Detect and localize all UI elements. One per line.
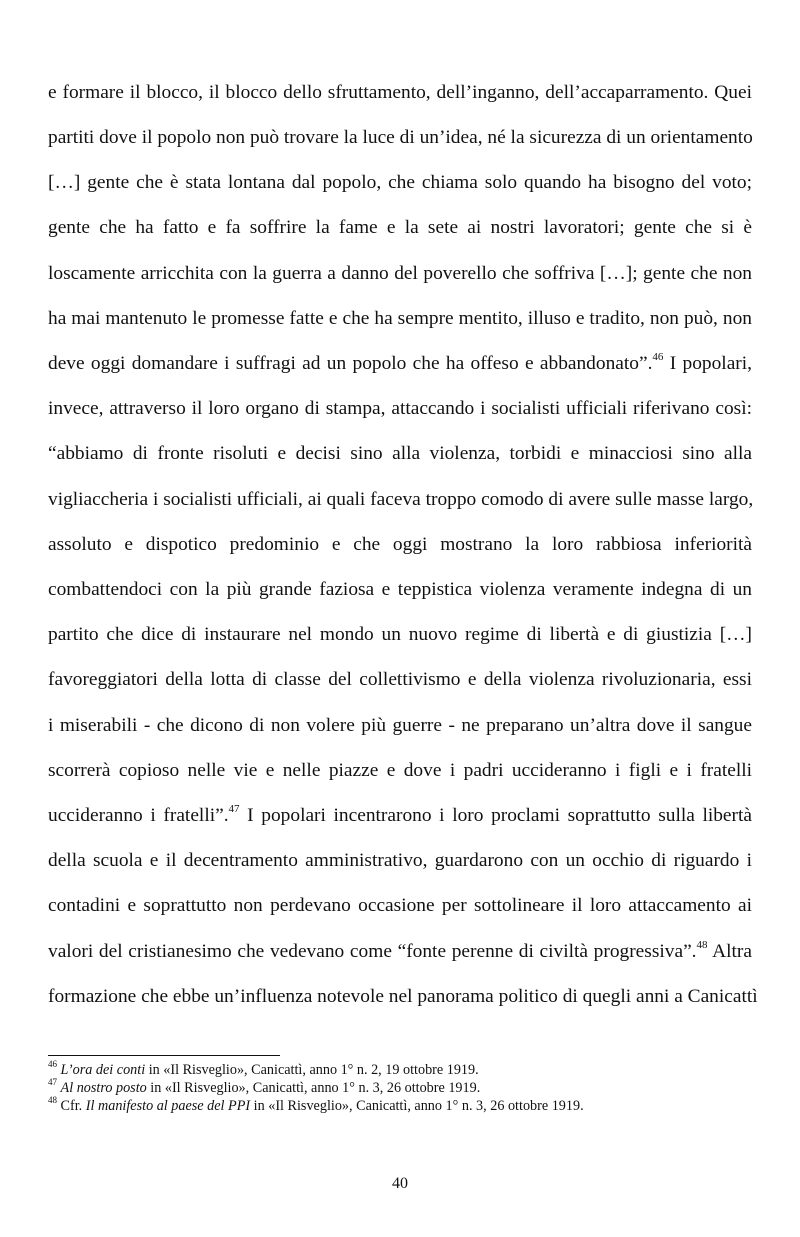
text-line: deve oggi domandare i suffragi ad un popolo che ha offeso e abbandonato”.$^{46}$ I popolari,	[48, 350, 752, 374]
footnote	[48, 1059, 752, 1079]
footnote-title: L’ora dei conti	[60, 1062, 146, 1078]
footnote	[48, 1077, 752, 1097]
text-line: favoreggiatori della lotta di classe del collettivismo e della violenza rivoluzionaria, essi	[48, 669, 752, 690]
footnote-text: in «Il Risveglio», Canicattì, anno 1° n. 2, 19 ottobre 1919.	[145, 1062, 479, 1078]
text-line: gente che ha fatto e fa soffrire la fame e la sete ai nostri lavoratori; gente che si è	[48, 217, 752, 238]
text-line: assoluto e dispotico predominio e che oggi mostrano la loro rabbiosa inferiorità	[48, 534, 752, 555]
footnote	[48, 1095, 752, 1115]
footnote-title: Al nostro posto	[60, 1080, 147, 1096]
text-line: “abbiamo di fronte risoluti e decisi sino alla violenza, torbidi e minacciosi sino alla	[48, 443, 752, 464]
text-line: ha mai mantenuto le promesse fatte e che ha sempre mentito, illuso e tradito, non può, non	[48, 308, 752, 329]
footnote-text: in «Il Risveglio», Canicattì, anno 1° n. 3, 26 ottobre 1919.	[250, 1098, 584, 1114]
text-line: e formare il blocco, il blocco dello sfruttamento, dell’inganno, dell’accaparramento. Quei	[48, 82, 752, 103]
footnote-number: 46	[48, 1059, 57, 1070]
footnote-prefix: Cfr.	[60, 1098, 86, 1114]
footnote-number: 48	[48, 1095, 57, 1106]
text-line: della scuola e il decentramento amministrativo, guardarono con un occhio di riguardo i	[48, 850, 752, 871]
footnote-ref[interactable]: 47	[228, 802, 240, 815]
text-line: invece, attraverso il loro organo di stampa, attaccando i socialisti ufficiali riferivano così:	[48, 398, 752, 419]
text-line: partito che dice di instaurare nel mondo un nuovo regime di libertà e di giustizia […]	[48, 624, 752, 645]
page-number: 40	[392, 1175, 408, 1192]
footnote-text: in «Il Risveglio», Canicattì, anno 1° n. 3, 26 ottobre 1919.	[146, 1080, 481, 1096]
text-line: partiti dove il popolo non può trovare la luce di un’idea, né la sicurezza di un orientamento	[48, 127, 753, 148]
text-line: i miserabili - che dicono di non volere più guerre - ne preparano un’altra dove il sangue	[48, 715, 752, 736]
text-line: scorrerà copioso nelle vie e nelle piazze e dove i padri uccideranno i figli e i fratelli	[48, 760, 752, 781]
footnote-ref[interactable]: 48	[696, 938, 708, 951]
text-line: loscamente arricchita con la guerra a danno del poverello che soffriva […]; gente che non	[48, 263, 752, 284]
footnote-separator	[48, 1055, 280, 1056]
footnote-number: 47	[48, 1077, 57, 1088]
text-line: valori del cristianesimo che vedevano come “fonte perenne di civiltà progressiva”.$^{48}$ Altra	[48, 938, 752, 962]
text-line: combattendoci con la più grande faziosa e teppistica violenza veramente indegna di un	[48, 579, 752, 600]
text-line: uccideranno i fratelli”.$^{47}$ I popolari incentrarono i loro proclami soprattutto sulla libertà	[48, 802, 752, 826]
text-line: formazione che ebbe un’influenza notevole nel panorama politico di quegli anni a Canicattì	[48, 986, 758, 1007]
text-line: […] gente che è stata lontana dal popolo, che chiama solo quando ha bisogno del voto;	[48, 172, 752, 193]
footnote-ref[interactable]: 46	[652, 350, 664, 363]
footnote-title: Il manifesto al paese del PPI	[85, 1098, 251, 1114]
text-line: contadini e soprattutto non perdevano occasione per sottolineare il loro attaccamento ai	[48, 895, 752, 916]
text-line: vigliaccheria i socialisti ufficiali, ai quali faceva troppo comodo di avere sulle masse largo,	[48, 489, 754, 510]
